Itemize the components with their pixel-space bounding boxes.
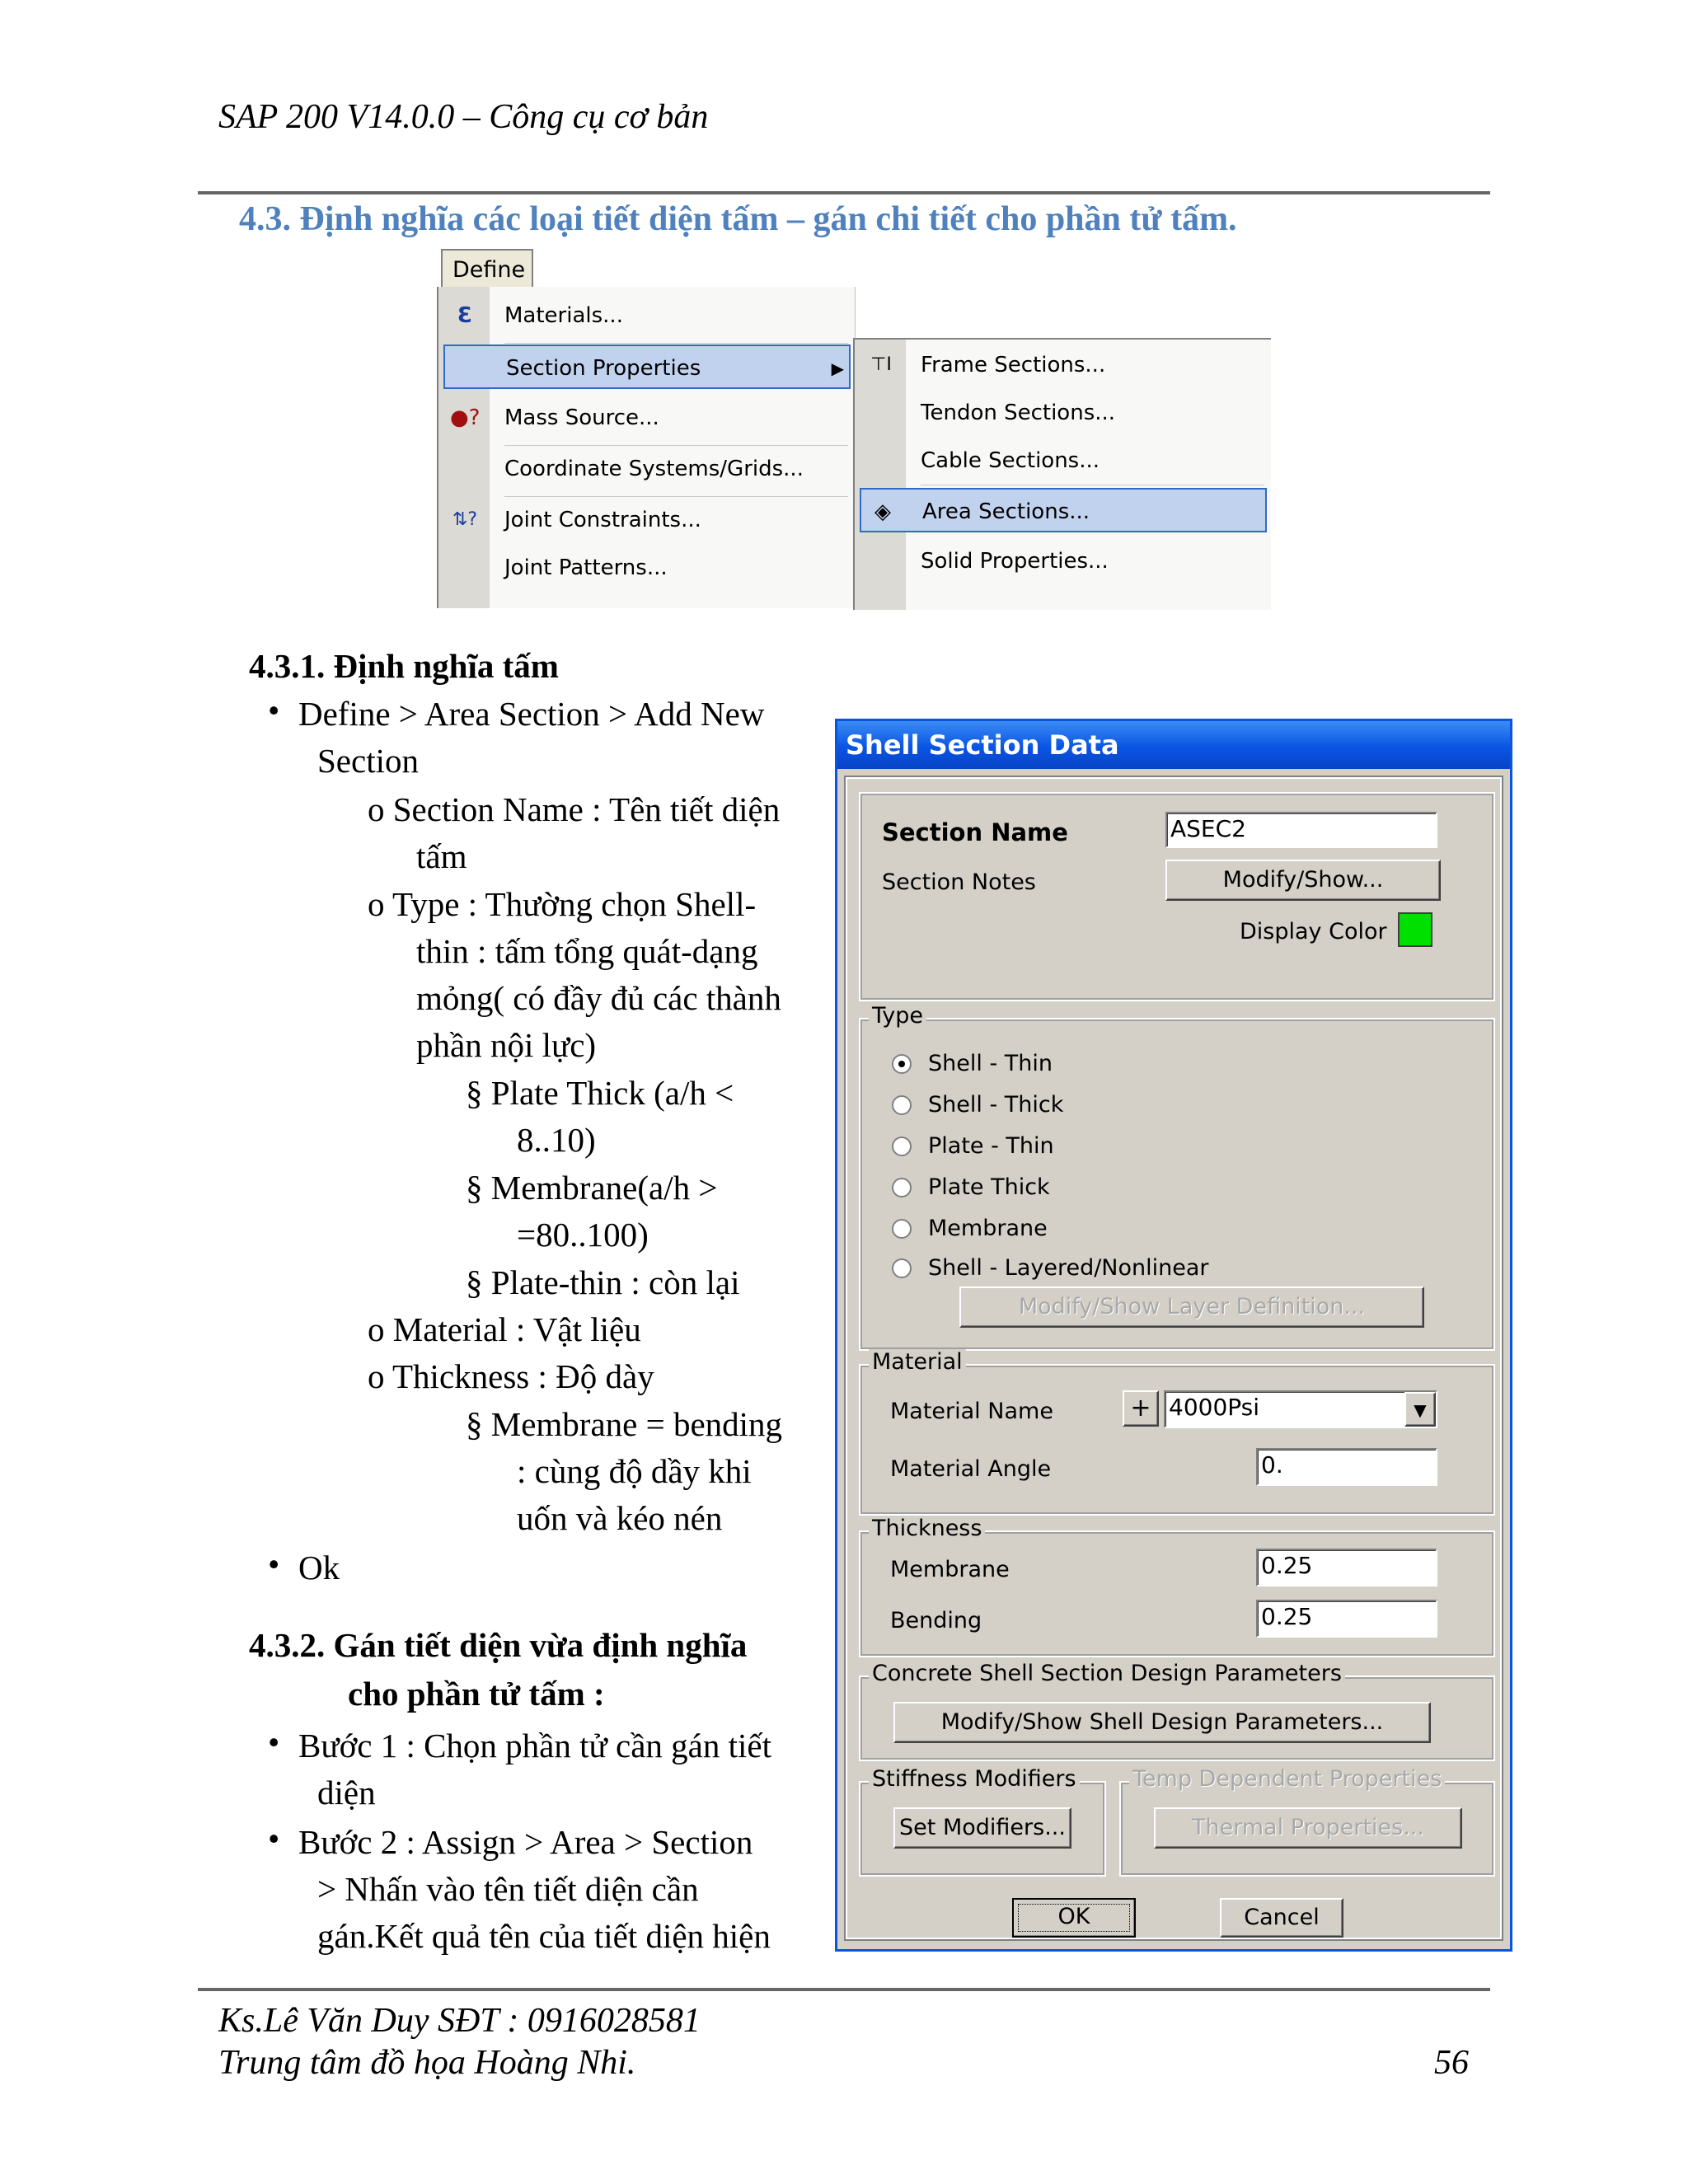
material-group <box>859 1349 1495 1516</box>
thermal-properties-button[interactable]: Thermal Properties... <box>1154 1807 1462 1849</box>
radio-plate-thick[interactable] <box>892 1178 912 1197</box>
menu-item-mass-source[interactable]: ●? Mass Source... <box>438 396 855 440</box>
sub-sub-item-text: =80..100) <box>517 1216 649 1254</box>
footer-center: Trung tâm đồ họa Hoàng Nhi. <box>218 2044 636 2082</box>
area-sections-icon: ◈ <box>874 499 891 524</box>
radio-label: Shell - Layered/Nonlinear <box>928 1255 1209 1281</box>
submenu-item-cable-sections[interactable]: Cable Sections... <box>921 448 1100 473</box>
sub-sub-item-text: § Membrane = bending <box>466 1405 783 1443</box>
menu-item-joint-constraints[interactable]: ⇅? Joint Constraints... <box>438 498 855 542</box>
menu-item-section-properties[interactable]: Section Properties ▶ <box>443 344 851 389</box>
bending-thickness-label: Bending <box>890 1608 982 1633</box>
sub-item-text: o Type : Thường chọn Shell- <box>368 885 757 923</box>
submenu-item-tendon-sections[interactable]: Tendon Sections... <box>921 401 1116 425</box>
joint-constraints-icon: ⇅? <box>452 509 478 530</box>
bullet-text: Bước 2 : Assign > Area > Section <box>298 1823 753 1861</box>
sub-sub-item-text: § Plate Thick (a/h < <box>466 1074 734 1112</box>
design-parameters-legend: Concrete Shell Section Design Parameters <box>869 1661 1345 1686</box>
bullet-text: Define > Area Section > Add New <box>298 695 765 733</box>
bullet-icon: • <box>268 1723 280 1761</box>
radio-label: Shell - Thick <box>928 1092 1064 1118</box>
define-dropdown <box>437 287 856 608</box>
define-menu-screenshot <box>437 249 1269 608</box>
heading-assign-section: cho phần tử tấm : <box>348 1675 605 1713</box>
submenu-arrow-icon: ▶ <box>831 359 844 378</box>
radio-shell-layered[interactable] <box>892 1258 912 1278</box>
ok-button[interactable]: OK <box>1012 1898 1136 1938</box>
material-name-select[interactable] <box>1164 1390 1437 1428</box>
section-name-input[interactable]: ASEC2 <box>1165 812 1437 848</box>
sub-item-text: o Material : Vật liệu <box>368 1310 641 1348</box>
sub-item-text: phần nội lực) <box>416 1026 597 1064</box>
bullet-text: gán.Kết quả tên của tiết diện hiện <box>317 1917 771 1955</box>
frame-sections-icon: ⊤I <box>870 354 892 375</box>
thickness-group <box>859 1516 1495 1657</box>
radio-shell-thick[interactable] <box>892 1095 912 1115</box>
design-parameters-group <box>859 1661 1495 1761</box>
materials-icon: Ɛ <box>457 303 473 328</box>
sub-item-text: o Thickness : Độ dày <box>368 1357 654 1395</box>
section-notes-label: Section Notes <box>882 869 1036 895</box>
section-name-label: Section Name <box>882 818 1068 846</box>
material-legend: Material <box>869 1349 966 1375</box>
heading-assign-section: 4.3.2. Gán tiết diện vừa định nghĩa <box>249 1626 748 1664</box>
dialog-titlebar[interactable] <box>837 721 1510 769</box>
type-legend: Type <box>869 1003 926 1029</box>
sub-sub-item-text: : cùng độ dầy khi <box>517 1452 752 1490</box>
stiffness-modifiers-legend: Stiffness Modifiers <box>869 1766 1080 1792</box>
membrane-thickness-label: Membrane <box>890 1557 1010 1582</box>
cancel-button[interactable]: Cancel <box>1220 1898 1343 1938</box>
temp-properties-legend: Temp Dependent Properties <box>1129 1766 1445 1792</box>
section-name-group <box>859 792 1495 1001</box>
modify-shell-design-button[interactable]: Modify/Show Shell Design Parameters... <box>893 1702 1431 1743</box>
material-name-value: 4000Psi <box>1169 1394 1260 1421</box>
add-material-button[interactable]: + <box>1123 1390 1159 1427</box>
bullet-icon: • <box>268 1820 280 1858</box>
sub-sub-item-text: uốn và kéo nén <box>517 1499 723 1537</box>
bullet-text: > Nhấn vào tên tiết diện cần <box>317 1870 699 1908</box>
section-properties-submenu <box>853 338 1271 610</box>
radio-label: Shell - Thin <box>928 1051 1053 1076</box>
radio-label: Plate - Thin <box>928 1133 1054 1159</box>
sub-sub-item-text: § Plate-thin : còn lại <box>466 1263 740 1301</box>
footer-rule <box>198 1988 1490 1991</box>
radio-plate-thin[interactable] <box>892 1137 912 1156</box>
bullet-text: Bước 1 : Chọn phần tử cần gán tiết <box>298 1727 771 1765</box>
shell-section-dialog <box>835 719 1512 1952</box>
bending-thickness-input[interactable]: 0.25 <box>1256 1600 1437 1638</box>
display-color-swatch[interactable] <box>1398 912 1432 947</box>
chevron-down-icon[interactable]: ▼ <box>1404 1392 1436 1427</box>
type-group <box>859 1003 1495 1351</box>
thickness-legend: Thickness <box>869 1516 985 1541</box>
menu-define[interactable]: Define <box>441 249 533 288</box>
mass-source-icon: ●? <box>450 405 481 430</box>
bullet-text: Ok <box>298 1549 340 1586</box>
sub-item-text: o Section Name : Tên tiết diện <box>368 790 781 828</box>
bullet-text: Section <box>317 742 419 780</box>
header-rule <box>198 191 1490 194</box>
material-angle-label: Material Angle <box>890 1456 1052 1482</box>
submenu-item-area-sections[interactable]: ◈ Area Sections... <box>860 488 1267 532</box>
modify-layer-definition-button[interactable]: Modify/Show Layer Definition... <box>959 1286 1424 1328</box>
radio-label: Plate Thick <box>928 1174 1050 1200</box>
material-name-label: Material Name <box>890 1399 1053 1424</box>
menu-item-joint-patterns[interactable]: Joint Patterns... <box>504 555 668 580</box>
section-title: 4.3. Định nghĩa các loại tiết diện tấm – gán chi tiết cho phần tử tấm. <box>239 200 1237 238</box>
radio-membrane[interactable] <box>892 1219 912 1239</box>
display-color-label: Display Color <box>1240 919 1387 944</box>
bullet-icon: • <box>268 691 280 729</box>
dialog-title: Shell Section Data <box>846 729 1119 761</box>
temp-properties-group <box>1119 1766 1495 1877</box>
sub-sub-item-text: § Membrane(a/h > <box>466 1169 718 1207</box>
menu-item-coordinate-systems[interactable]: Coordinate Systems/Grids... <box>504 457 804 481</box>
sub-item-text: thin : tấm tổng quát-dạng <box>416 932 758 970</box>
radio-label: Membrane <box>928 1216 1048 1241</box>
bullet-icon: • <box>268 1545 280 1583</box>
set-modifiers-button[interactable]: Set Modifiers... <box>893 1807 1071 1849</box>
submenu-item-frame-sections[interactable]: ⊤I Frame Sections... <box>855 343 1271 387</box>
page-number: 56 <box>1434 2044 1469 2082</box>
submenu-item-solid-properties[interactable]: Solid Properties... <box>921 549 1109 574</box>
sub-item-text: tấm <box>416 837 467 875</box>
radio-shell-thin[interactable] <box>892 1054 912 1074</box>
bullet-text: diện <box>317 1774 376 1811</box>
material-angle-input[interactable]: 0. <box>1256 1448 1437 1486</box>
menu-item-materials[interactable]: Ɛ Materials... <box>438 293 855 338</box>
sub-item-text: mỏng( có đầy đủ các thành <box>416 979 781 1017</box>
heading-define-shell: 4.3.1. Định nghĩa tấm <box>249 647 559 685</box>
sub-sub-item-text: 8..10) <box>517 1121 596 1159</box>
running-header: SAP 200 V14.0.0 – Công cụ cơ bản <box>218 98 709 136</box>
modify-show-notes-button[interactable]: Modify/Show... <box>1165 860 1441 901</box>
stiffness-modifiers-group <box>859 1766 1106 1877</box>
membrane-thickness-input[interactable]: 0.25 <box>1256 1549 1437 1586</box>
footer-author: Ks.Lê Văn Duy SĐT : 0916028581 <box>218 2002 701 2040</box>
